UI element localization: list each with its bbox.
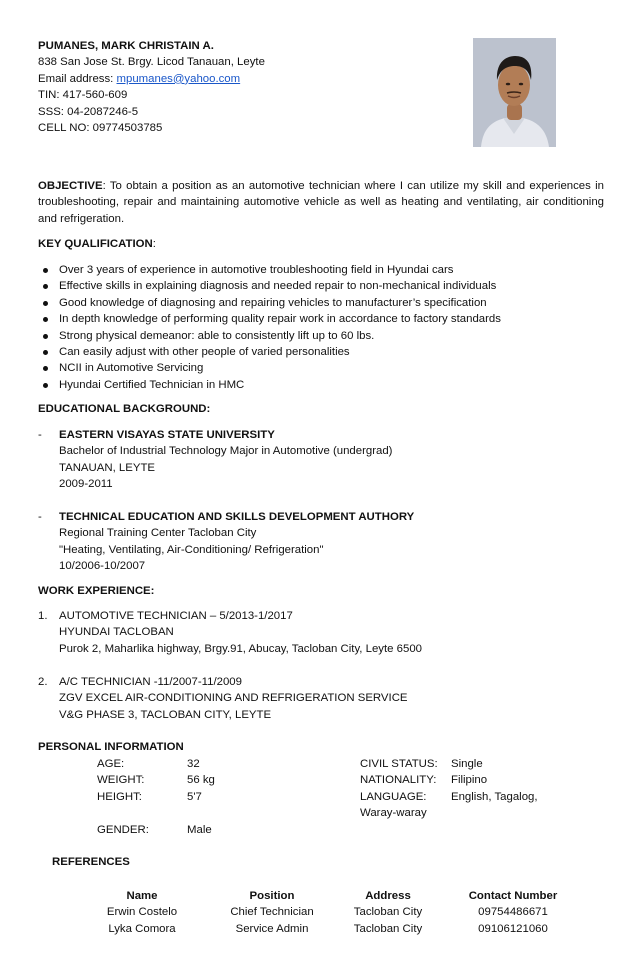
reference-position: Chief Technician — [230, 906, 314, 919]
table-row — [62, 904, 572, 920]
dash-marker: - — [38, 511, 42, 523]
table-header-row — [62, 888, 572, 904]
column-header-contact: Contact Number — [468, 890, 558, 902]
reference-address: Tacloban City — [353, 906, 423, 919]
email-link[interactable]: mpumanes@yahoo.com — [116, 72, 241, 85]
references-table — [62, 888, 572, 937]
sss-line: SSS: 04-2087246-5 — [38, 105, 139, 118]
reference-contact: 09754486671 — [478, 906, 548, 919]
employer-name: HYUNDAI TACLOBAN — [59, 626, 174, 639]
employer-address: Purok 2, Maharlika highway, Brgy.91, Abucay, Tacloban City, Leyte 6500 — [59, 642, 423, 655]
objective-label: OBJECTIVE — [38, 180, 103, 192]
address-line: 838 San Jose St. Brgy. Licod Tanauan, Leyte — [38, 56, 265, 69]
height-value: 5'7 — [187, 791, 202, 803]
reference-name: Lyka Comora — [108, 922, 176, 935]
age-value: 32 — [187, 758, 200, 770]
key-qualification-colon: : — [152, 238, 156, 250]
gender-value: Male — [187, 824, 212, 836]
gender-label: GENDER: — [97, 824, 149, 836]
reference-address: Tacloban City — [353, 922, 423, 935]
objective-text: : To obtain a position as an automotive technician where I can utilize my skill and experiences in troubleshooting, repair and maintaining automotive vehicle as well as heating and ventilating, air conditioning and refrigeration. — [38, 180, 604, 225]
cell-line: CELL NO: 09774503785 — [38, 121, 163, 134]
education-detail: Regional Training Center Tacloban City — [59, 527, 257, 540]
work-experience-heading: WORK EXPERIENCE: — [38, 585, 155, 597]
qualification-text: Can easily adjust with other people of varied personalities — [59, 345, 350, 358]
civil-status-label: CIVIL STATUS: — [360, 758, 438, 770]
school-name: EASTERN VISAYAS STATE UNIVERSITY — [59, 429, 275, 441]
qualification-text: Good knowledge of diagnosing and repairing vehicles to manufacturer’s specification — [59, 296, 487, 309]
language-value-continued: Waray-waray — [360, 807, 427, 819]
column-header-name: Name — [126, 890, 158, 902]
number-marker: 1. — [38, 610, 48, 622]
civil-status-value: Single — [451, 758, 483, 770]
employer-name: ZGV EXCEL AIR-CONDITIONING AND REFRIGERATION SERVICE — [59, 692, 408, 705]
job-title: A/C TECHNICIAN -11/2007-11/2009 — [59, 676, 242, 688]
applicant-name: PUMANES, MARK CHRISTAIN A. — [38, 40, 214, 52]
qualification-text: NCII in Automotive Servicing — [59, 362, 204, 375]
language-label: LANGUAGE: — [360, 791, 427, 803]
qualification-text: Effective skills in explaining diagnosis and needed repair to non-mechanical individuals — [59, 280, 497, 293]
language-value: English, Tagalog, — [451, 791, 538, 803]
email-label: Email address: — [38, 72, 117, 85]
key-qualification-title: KEY QUALIFICATION — [38, 238, 153, 250]
qualification-text: Hyundai Certified Technician in HMC — [59, 378, 245, 391]
education-detail: "Heating, Ventilating, Air-Conditioning/ Refrigeration" — [59, 543, 324, 556]
height-label: HEIGHT: — [97, 791, 142, 803]
school-name: TECHNICAL EDUCATION AND SKILLS DEVELOPMENT AUTHORY — [59, 511, 415, 523]
nationality-value: Filipino — [451, 774, 488, 786]
qualification-text: Over 3 years of experience in automotive troubleshooting field in Hyundai cars — [59, 264, 454, 276]
references-heading: REFERENCES — [52, 856, 130, 868]
age-label: AGE: — [97, 758, 125, 770]
weight-value: 56 kg — [187, 774, 215, 786]
column-header-address: Address — [365, 890, 411, 902]
qualification-text: Strong physical demeanor: able to consistently lift up to 60 lbs. — [59, 329, 375, 342]
education-dates: 10/2006-10/2007 — [59, 560, 146, 573]
table-row — [62, 921, 572, 937]
reference-contact: 09106121060 — [478, 922, 548, 935]
weight-label: WEIGHT: — [97, 774, 145, 786]
number-marker: 2. — [38, 676, 48, 688]
education-detail: Bachelor of Industrial Technology Major in Automotive (undergrad) — [59, 445, 393, 458]
nationality-label: NATIONALITY: — [360, 774, 437, 786]
personal-info-heading: PERSONAL INFORMATION — [38, 741, 184, 753]
education-detail: TANAUAN, LEYTE — [59, 461, 155, 474]
dash-marker: - — [38, 429, 42, 441]
job-title: AUTOMOTIVE TECHNICIAN – 5/2013-1/2017 — [59, 610, 293, 622]
education-dates: 2009-2011 — [59, 478, 113, 491]
tin-line: TIN: 417-560-609 — [38, 89, 128, 102]
qualification-text: In depth knowledge of performing quality repair work in accordance to factory standards — [59, 313, 501, 326]
education-heading: EDUCATIONAL BACKGROUND: — [38, 403, 211, 415]
column-header-position: Position — [249, 890, 295, 902]
reference-position: Service Admin — [235, 922, 309, 935]
employer-address: V&G PHASE 3, TACLOBAN CITY, LEYTE — [59, 708, 272, 721]
reference-name: Erwin Costelo — [106, 906, 178, 919]
